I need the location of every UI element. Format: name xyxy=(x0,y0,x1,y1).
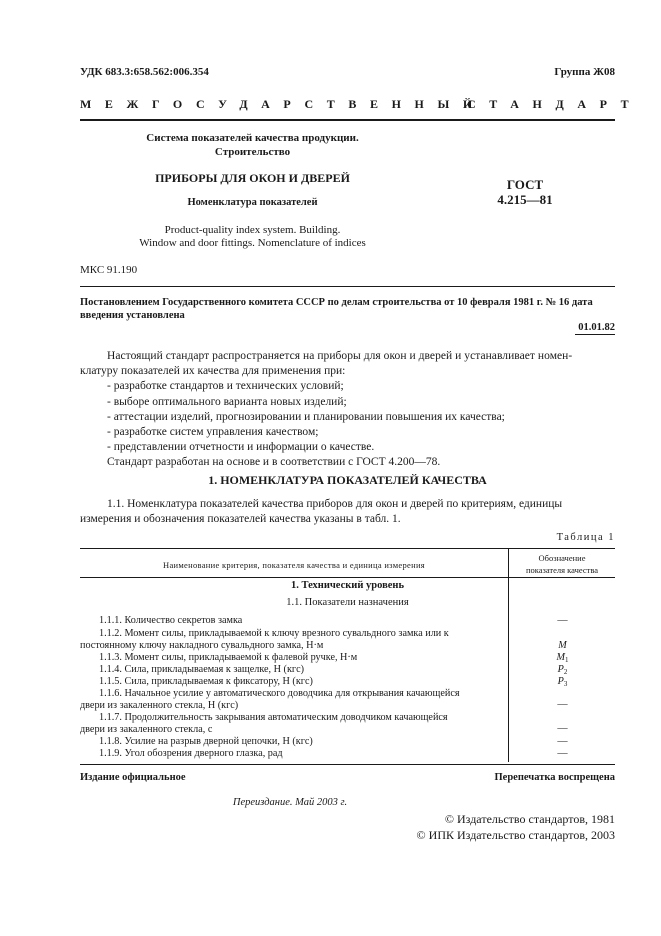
column-header-symbol-line1: Обозначение xyxy=(538,553,586,563)
column-header-symbol-line2: показателя качества xyxy=(525,565,599,575)
section-para-line2: измерения и обозначения показателей качества указаны в табл. 1. xyxy=(80,513,401,525)
table-top-rule xyxy=(80,548,615,549)
decree-date-underline xyxy=(575,334,615,335)
row-name-line: двери из закаленного стекла, с xyxy=(80,723,213,735)
decree-date: 01.01.82 xyxy=(578,322,615,333)
decree-line1: Постановлением Государственного комитета СССР по делам строительства от 10 февраля 1981 г. № 16 дата xyxy=(80,297,593,308)
table-group-title: 1. Технический уровень xyxy=(290,580,405,591)
row-name-line: постоянному ключу накладного сувальдного замка, Н·м xyxy=(80,639,324,651)
row-symbol: $P_3$ xyxy=(557,676,568,688)
row-name xyxy=(80,712,508,735)
copyright-2003: © ИПК Издательство стандартов, 2003 xyxy=(416,828,615,842)
table-header-rule xyxy=(80,577,615,578)
section-para-line1: 1.1. Номенклатура показателей качества приборов для окон и дверей по критериям, единицы xyxy=(107,498,563,510)
intro-list-item: - выборе оптимального варианта новых изделий; xyxy=(107,395,347,408)
row-name xyxy=(80,628,508,651)
row-name: 1.1.3. Момент силы, прикладываемой к фалевой ручке, Н·м xyxy=(99,652,358,663)
intro-list-item: - представлении отчетности и информации о качестве. xyxy=(107,441,375,454)
header-rule xyxy=(80,119,615,121)
intro-list-item: - разработке стандартов и технических условий; xyxy=(107,380,344,393)
row-symbol: $P_2$ xyxy=(557,664,568,676)
intro-list-item: - разработке систем управления качеством; xyxy=(107,426,319,439)
table-subgroup-title: 1.1. Показатели назначения xyxy=(286,597,409,608)
row-name-line: 1.1.6. Начальное усилие у автоматического доводчика для открывания качающейся xyxy=(99,688,460,699)
udk-code: УДК 683.3:658.562:006.354 xyxy=(80,66,209,78)
intro-line: клатуру показателей их качества для применения при: xyxy=(80,365,346,378)
intro-paragraph xyxy=(80,349,615,471)
mks-rule xyxy=(80,286,615,287)
document-title: ПРИБОРЫ ДЛЯ ОКОН И ДВЕРЕЙ xyxy=(155,171,350,185)
intro-list-item: - аттестации изделий, прогнозировании и планировании повышения их качества; xyxy=(107,410,505,423)
row-symbol: — xyxy=(557,723,568,734)
system-title-line1: Система показателей качества продукции. xyxy=(146,132,359,144)
table-bottom-rule xyxy=(80,764,615,765)
english-title-line1: Product-quality index system. Building. xyxy=(164,224,341,236)
row-name: 1.1.1. Количество секретов замка xyxy=(99,615,243,626)
row-name: 1.1.5. Сила, прикладываемая к фиксатору, Н (кгс) xyxy=(99,676,313,687)
decree-line2: введения установлена xyxy=(80,310,185,321)
standard-label: СТАНДАРТ xyxy=(467,97,643,111)
copyright-1981: © Издательство стандартов, 1981 xyxy=(444,812,615,826)
english-title-line2: Window and door fittings. Nomenclature of indices xyxy=(139,237,366,249)
intro-line: Настоящий стандарт распространяется на приборы для окон и дверей и устанавливает номен- xyxy=(107,350,573,362)
interstate-label: МЕЖГОСУДАРСТВЕННЫЙ xyxy=(80,97,486,111)
system-title-line2: Строительство xyxy=(214,146,291,158)
document-subtitle: Номенклатура показателей xyxy=(187,197,318,208)
group-code: Группа Ж08 xyxy=(554,66,615,78)
row-name xyxy=(80,688,508,711)
row-name-line: двери из закаленного стекла, Н (кгс) xyxy=(80,699,239,711)
row-symbol: — xyxy=(557,748,568,759)
table-caption: Таблица 1 xyxy=(556,532,615,543)
row-name: 1.1.4. Сила, прикладываемая к защелке, Н (кгс) xyxy=(99,664,304,675)
row-symbol: — xyxy=(557,615,568,626)
column-header-name: Наименование критерия, показателя качества и единица измерения xyxy=(163,560,425,570)
reissue-note: Переиздание. Май 2003 г. xyxy=(232,797,348,808)
intro-line: Стандарт разработан на основе и в соответствии с ГОСТ 4.200—78. xyxy=(107,456,441,469)
gost-label: ГОСТ xyxy=(506,177,544,192)
row-symbol: $M_1$ xyxy=(556,652,569,664)
gost-number: 4.215—81 xyxy=(497,192,553,207)
section-heading: 1. НОМЕНКЛАТУРА ПОКАЗАТЕЛЕЙ КАЧЕСТВА xyxy=(208,473,487,487)
mks-code: МКС 91.190 xyxy=(80,264,138,276)
official-edition: Издание официальное xyxy=(80,772,186,783)
row-name: 1.1.8. Усилие на разрыв дверной цепочки, Н (кгс) xyxy=(99,736,313,747)
row-name: 1.1.9. Угол обозрения дверного глазка, рад xyxy=(99,748,283,759)
row-name-line: 1.1.7. Продолжительность закрывания автоматическим доводчиком качающейся xyxy=(99,712,448,723)
row-name-line: 1.1.2. Момент силы, прикладываемой к ключу врезного сувальдного замка или к xyxy=(99,628,449,639)
row-symbol: — xyxy=(557,699,568,710)
row-symbol: — xyxy=(557,736,568,747)
row-symbol: M xyxy=(558,640,567,651)
reprint-prohibited: Перепечатка воспрещена xyxy=(494,772,615,783)
